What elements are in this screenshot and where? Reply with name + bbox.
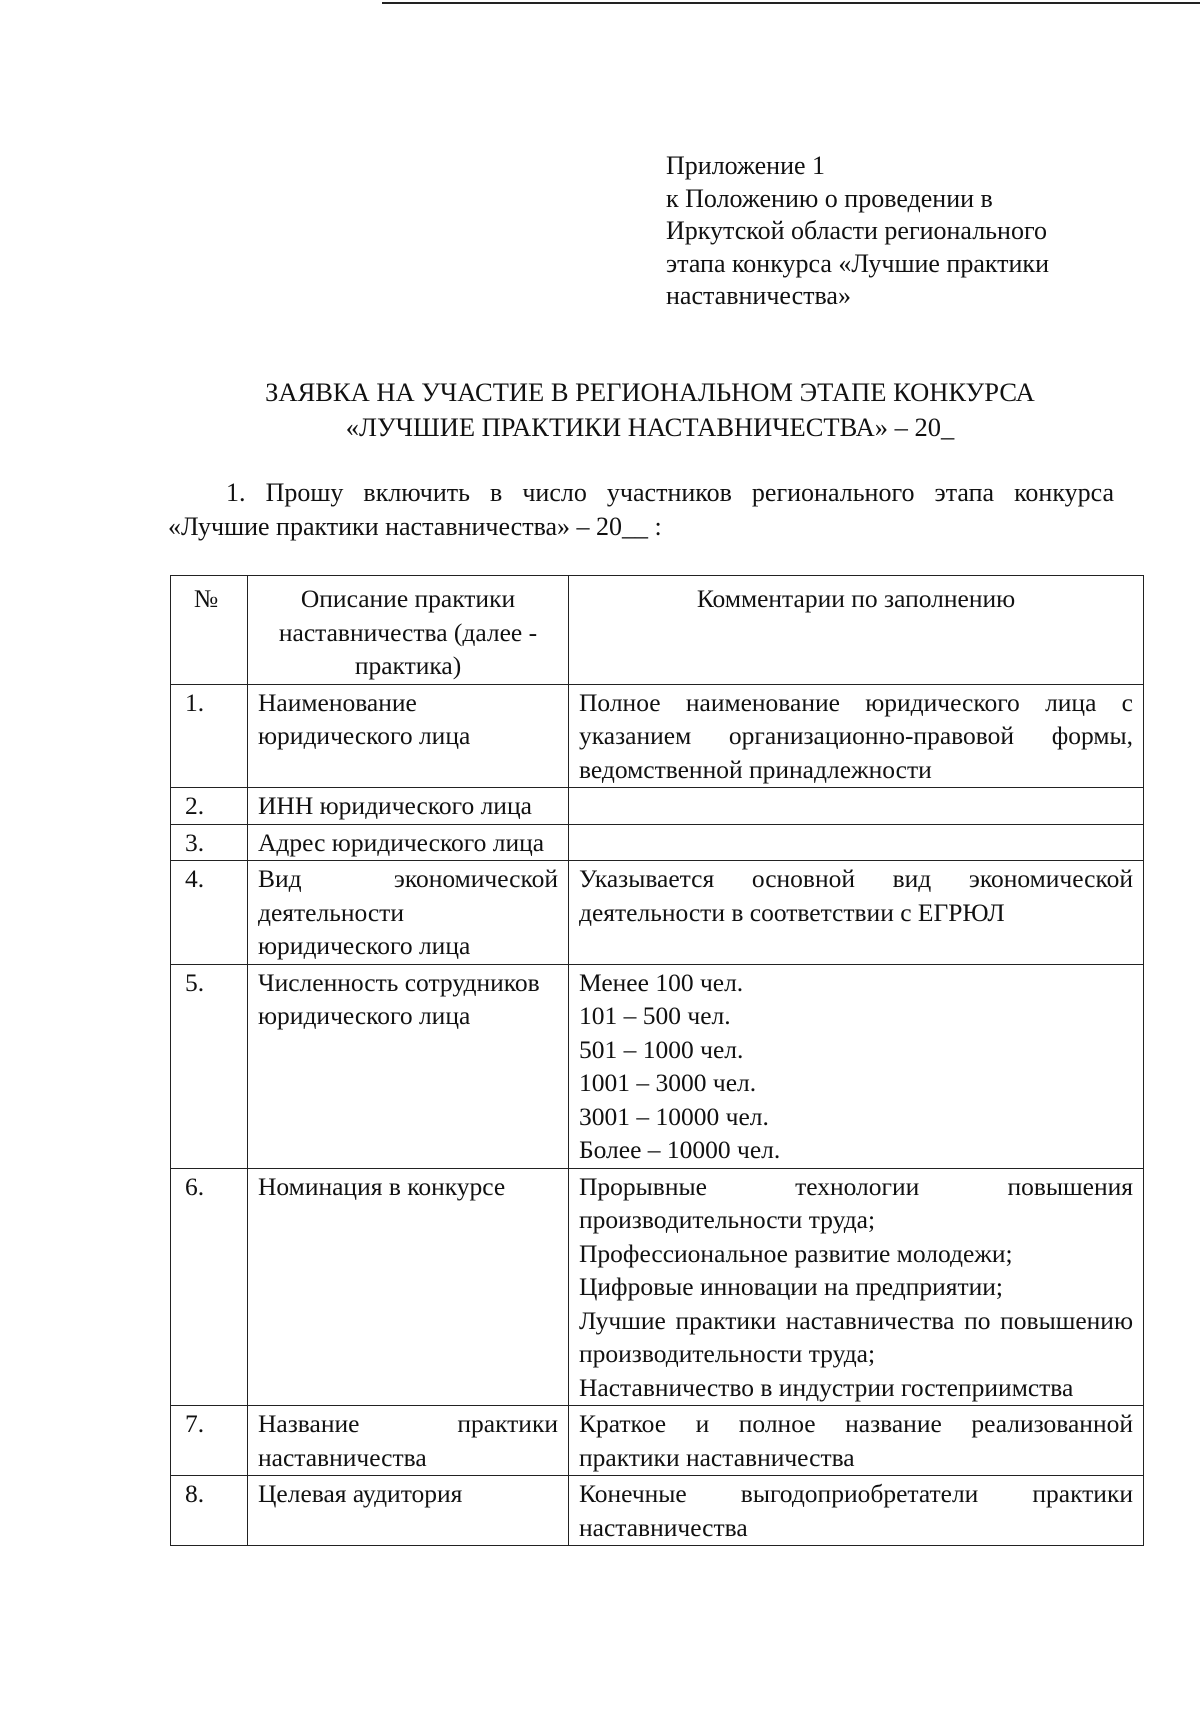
- table-row: [171, 788, 1144, 825]
- row-comment-empty[interactable]: [569, 788, 1144, 825]
- nomination-option: Профессиональное развитие молодежи;: [579, 1238, 1013, 1268]
- appendix-line: Приложение 1: [666, 151, 826, 180]
- intro-line-1: 1. Прошу включить в число участников регионального этапа конкурса: [226, 478, 1114, 507]
- row-num: 2.: [171, 788, 248, 825]
- size-option: 3001 – 10000 чел.: [579, 1101, 769, 1131]
- table-row: [171, 1168, 1144, 1406]
- row-num: 5.: [171, 964, 248, 1168]
- row-num: 8.: [171, 1476, 248, 1546]
- table-row: [171, 684, 1144, 788]
- row-comment: Полное наименование юридического лица с указанием организационно-правовой формы, ведомственной принадлежности: [569, 684, 1144, 788]
- table-row: [171, 964, 1144, 1168]
- row-comment-list: [569, 964, 1144, 1168]
- appendix-line: этапа конкурса «Лучшие практики: [666, 248, 1049, 278]
- table-row: [171, 824, 1144, 861]
- title-line-2: «ЛУЧШИЕ ПРАКТИКИ НАСТАВНИЧЕСТВА» – 20_: [345, 412, 955, 442]
- intro-paragraph: [168, 476, 1114, 544]
- size-option: 1001 – 3000 чел.: [579, 1068, 757, 1097]
- table-row: [171, 861, 1144, 965]
- title-line-1: ЗАЯВКА НА УЧАСТИЕ В РЕГИОНАЛЬНОМ ЭТАПЕ КОНКУРСА: [265, 377, 1035, 407]
- row-comment-list: [569, 1168, 1144, 1406]
- appendix-line: наставничества»: [666, 281, 851, 310]
- row-description: Численность сотрудников юридического лица: [248, 964, 569, 1168]
- row-comment: Конечные выгодоприобретатели практики наставничества: [569, 1476, 1144, 1546]
- row-description: Адрес юридического лица: [248, 824, 569, 861]
- row-num: 6.: [171, 1168, 248, 1406]
- row-description: Целевая аудитория: [248, 1476, 569, 1546]
- header-num: №: [171, 576, 248, 685]
- row-num: 1.: [171, 684, 248, 788]
- intro-line-2: «Лучшие практики наставничества» – 20__ :: [168, 512, 662, 541]
- size-option: Более – 10000 чел.: [579, 1135, 781, 1164]
- header-comment: Комментарии по заполнению: [569, 576, 1144, 685]
- row-description: Вид экономической деятельности юридического лица: [248, 861, 569, 965]
- table-row: [171, 1476, 1144, 1546]
- document-title: [180, 375, 1120, 445]
- appendix-line: к Положению о проведении в: [666, 183, 993, 213]
- nomination-option: Цифровые инновации на предприятии;: [579, 1272, 1003, 1301]
- row-description: ИНН юридического лица: [248, 788, 569, 825]
- appendix-line: Иркутской области регионального: [666, 216, 1047, 245]
- row-comment-empty[interactable]: [569, 824, 1144, 861]
- row-description: Номинация в конкурсе: [248, 1168, 569, 1406]
- row-num: 3.: [171, 824, 248, 861]
- size-option: 501 – 1000 чел.: [579, 1034, 744, 1064]
- table-header-row: [171, 576, 1144, 685]
- row-description: Наименование юридического лица: [248, 684, 569, 788]
- nomination-option: Прорывные технологии повышения производительности труда;: [579, 1171, 1133, 1234]
- nomination-option: Наставничество в индустрии гостеприимства: [579, 1372, 1074, 1402]
- size-option: Менее 100 чел.: [579, 967, 744, 997]
- table-row: [171, 1406, 1144, 1476]
- application-table: [170, 575, 1144, 1546]
- header-description: Описание практики наставничества (далее - практика): [248, 576, 569, 685]
- row-num: 7.: [171, 1406, 248, 1476]
- appendix-note: [666, 150, 1049, 313]
- size-option: 101 – 500 чел.: [579, 1001, 731, 1030]
- row-comment: Краткое и полное название реализованной практики наставничества: [569, 1406, 1144, 1476]
- row-description: Название практики наставничества: [248, 1406, 569, 1476]
- row-num: 4.: [171, 861, 248, 965]
- nomination-option: Лучшие практики наставничества по повышению производительности труда;: [579, 1305, 1133, 1368]
- top-rule: [382, 2, 1200, 4]
- row-comment: Указывается основной вид экономической деятельности в соответствии с ЕГРЮЛ: [569, 861, 1144, 965]
